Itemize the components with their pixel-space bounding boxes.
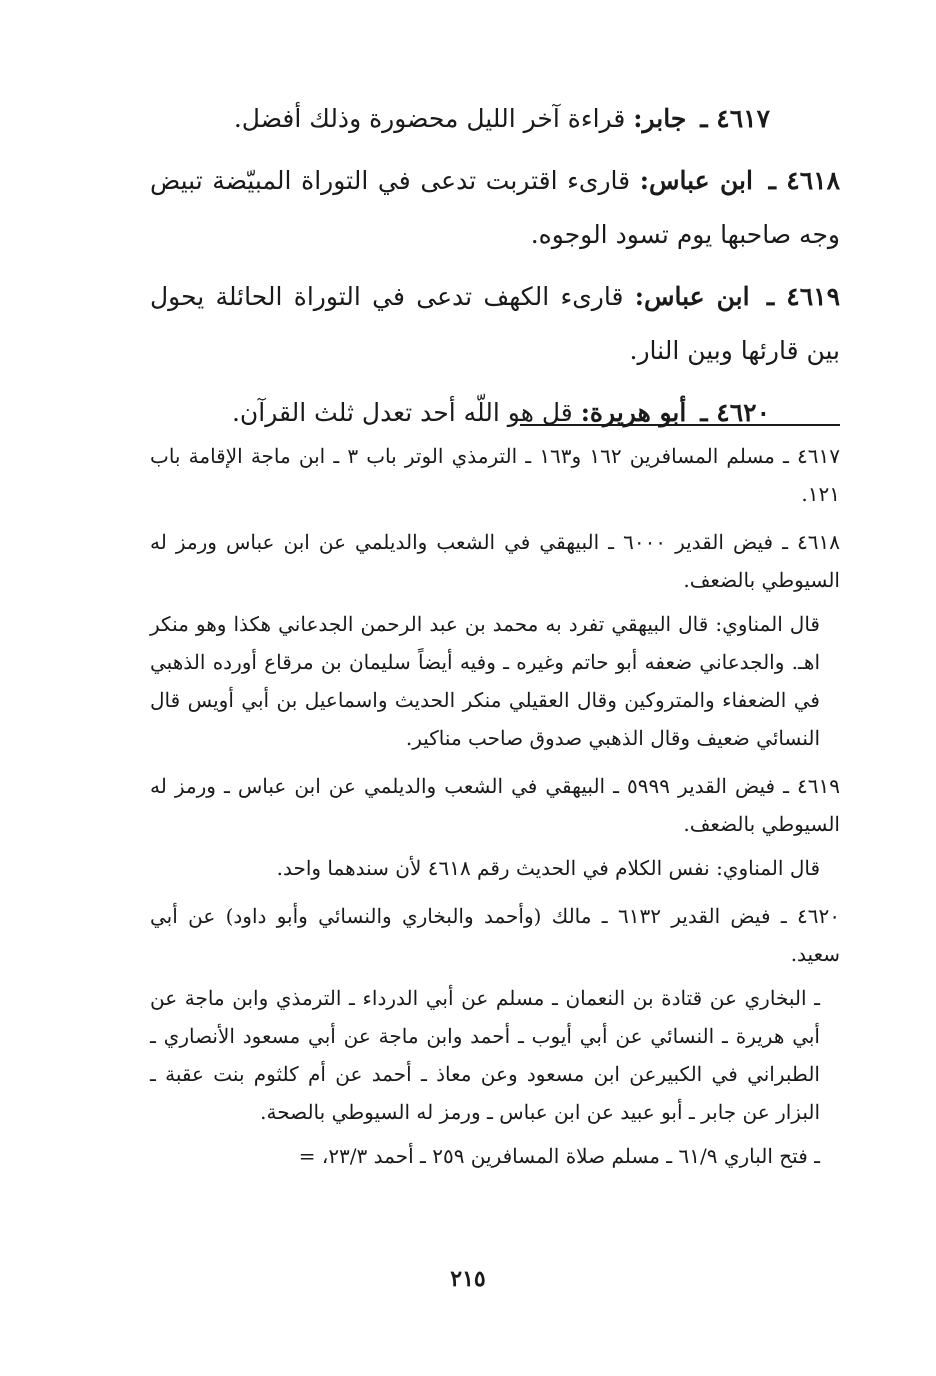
hadith-entry bbox=[150, 92, 840, 146]
hadith-entry bbox=[150, 270, 840, 378]
hadith-number: ٤٦١٧ ـ bbox=[700, 104, 770, 133]
hadith-text: قراءة آخر الليل محضورة وذلك أفضل. bbox=[233, 104, 626, 133]
footnotes bbox=[150, 437, 840, 1181]
footnote-sources: ـ فتح الباري ٦١/٩ ـ مسلم صلاة المسافرين ٢٥٩ ـ أحمد ٢٣/٣، = bbox=[298, 1144, 820, 1168]
footnote: ٤٦١٩ ـ فيض القدير ٥٩٩٩ ـ البيهقي في الشعب والديلمي عن ابن عباس ـ ورمز له السيوطي بالضعف. bbox=[150, 774, 840, 836]
hadith-number: ٤٦٢٠ ـ bbox=[700, 398, 770, 427]
hadith-text: قارىء اقتربت تدعى في التوراة المبيّضة تبيض وجه صاحبها يوم تسود الوجوه. bbox=[150, 166, 840, 249]
hadith-entry bbox=[150, 386, 840, 440]
hadith-text: قل هو اللّه أحد تعدل ثلث القرآن. bbox=[231, 398, 573, 427]
hadith-number: ٤٦١٨ ـ bbox=[768, 166, 840, 195]
narrator-name: ابن عباس: bbox=[639, 166, 753, 195]
page-number: ٢١٥ bbox=[450, 1266, 486, 1292]
hadith-entry bbox=[150, 154, 840, 262]
footnote: ٤٦١٨ ـ فيض القدير ٦٠٠٠ ـ البيهقي في الشعب والديلمي عن ابن عباس ورمز له السيوطي بالضعف. bbox=[150, 530, 840, 592]
hadith-entries bbox=[150, 92, 840, 448]
hadith-number: ٤٦١٩ ـ bbox=[766, 282, 841, 311]
narrator-name: أبو هريرة: bbox=[580, 398, 687, 427]
footnote-sources: ـ البخاري عن قتادة بن النعمان ـ مسلم عن أبي الدرداء ـ الترمذي وابن ماجة عن أبي هريرة ـ النسائي عن أبي أيوب ـ أحمد وابن ماجة عن أبي مسعود الأنصاري ـ الطبراني في الكبيرعن ابن مسعود وعن معاذ ـ أحمد عن أم كلثوم بنت عقبة ـ البزار عن جابر ـ أبو عبيد عن ابن عباس ـ ورمز له السيوطي بالصحة. bbox=[150, 986, 820, 1124]
footnote: ٤٦٢٠ ـ فيض القدير ٦١٣٢ ـ مالك (وأحمد والبخاري والنسائي وأبو داود) عن أبي سعيد. bbox=[150, 904, 840, 966]
narrator-name: ابن عباس: bbox=[634, 282, 750, 311]
footnote-commentary: قال المناوي: قال البيهقي تفرد به محمد بن عبد الرحمن الجدعاني هكذا وهو منكر اهـ. والجدعاني ضعفه أبو حاتم وغيره ـ وفيه أيضاً سليمان بن مرقاع أورده الذهبي في الضعفاء والمتروكين وقال العقيلي منكر الحديث واسماعيل بن أبي أويس قال النسائي ضعيف وقال الذهبي صدوق صاحب مناكير. bbox=[150, 612, 820, 750]
narrator-name: جابر: bbox=[633, 104, 687, 133]
footnote: ٤٦١٧ ـ مسلم المسافرين ١٦٢ و١٦٣ ـ الترمذي الوتر باب ٣ ـ ابن ماجة الإقامة باب ١٢١. bbox=[150, 444, 841, 506]
footnote-divider bbox=[520, 424, 840, 426]
footnote-commentary: قال المناوي: نفس الكلام في الحديث رقم ٤٦١٨ لأن سندهما واحد. bbox=[276, 856, 820, 880]
hadith-text: قارىء الكهف تدعى في التوراة الحائلة يحول بين قارئها وبين النار. bbox=[150, 282, 840, 365]
